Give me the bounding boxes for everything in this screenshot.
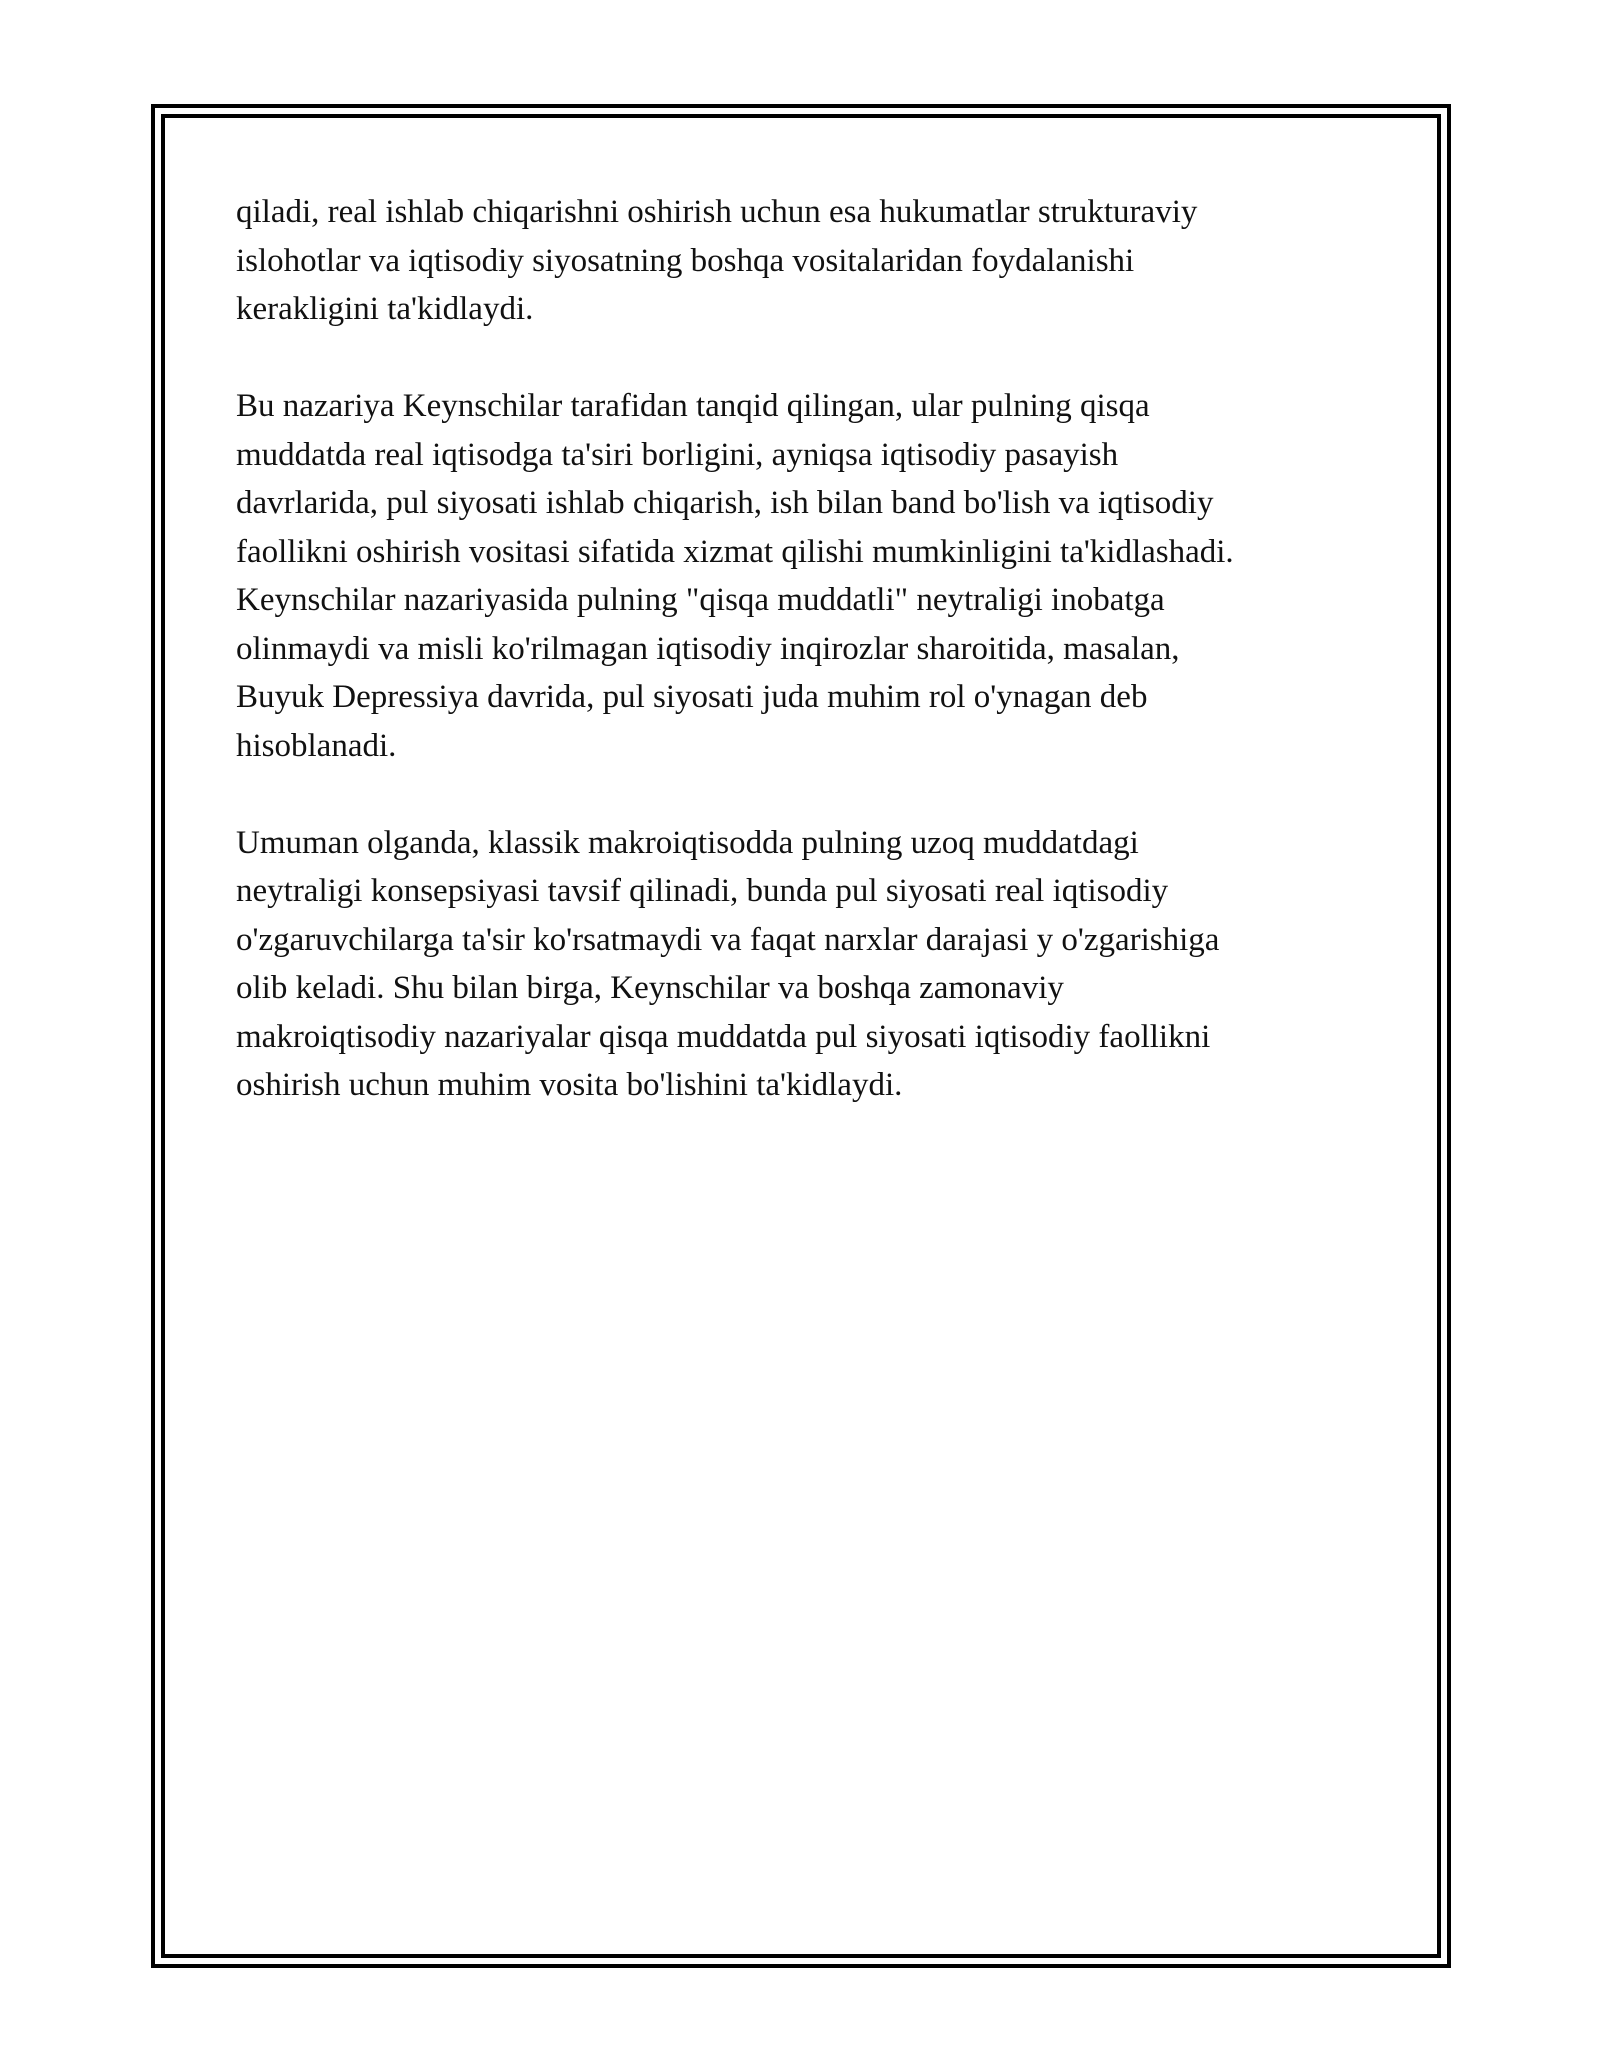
paragraph-3: Umuman olganda, klassik makroiqtisodda pulning uzoq muddatdagi neytraligi konsepsiyasi tavsif qilinadi, bunda pul siyosati real iqtisodiy o'zgaruvchilarga ta'sir ko'rsatmaydi va faqat narxlar darajasi y o'zgarishiga olib keladi. Shu bilan birga, Keynschilar va boshqa zamonaviy makroiqtisodiy nazariyalar qisqa muddatda pul siyosati iqtisodiy faollikni oshirish uchun muhim vosita bo'lishini ta'kidlaydi. [236, 824, 1220, 1103]
paragraph-1: qiladi, real ishlab chiqarishni oshirish uchun esa hukumatlar strukturaviy islohotlar va iqtisodiy siyosatning boshqa vositalaridan foydalanishi kerakligini ta'kidlaydi. [236, 194, 1198, 327]
paragraph-2: Bu nazariya Keynschilar tarafidan tanqid qilingan, ular pulning qisqa muddatda real iqtisodga ta'siri borligini, ayniqsa iqtisodiy pasayish davrlarida, pul siyosati ishlab chiqarish, ish bilan band bo'lish va iqtisodiy faollikni oshirish vositasi sifatida xizmat qilishi mumkinligini ta'kidlashadi. Keynschilar nazariyasida pulning "qisqa muddatli" neytraligi inobatga olinmaydi va misli ko'rilmagan iqtisodiy inqirozlar sharoitida, masalan, Buyuk Depressiya davrida, pul siyosati juda muhim rol o'ynagan deb hisoblanadi. [236, 388, 1234, 764]
document-body [236, 188, 1366, 1158]
